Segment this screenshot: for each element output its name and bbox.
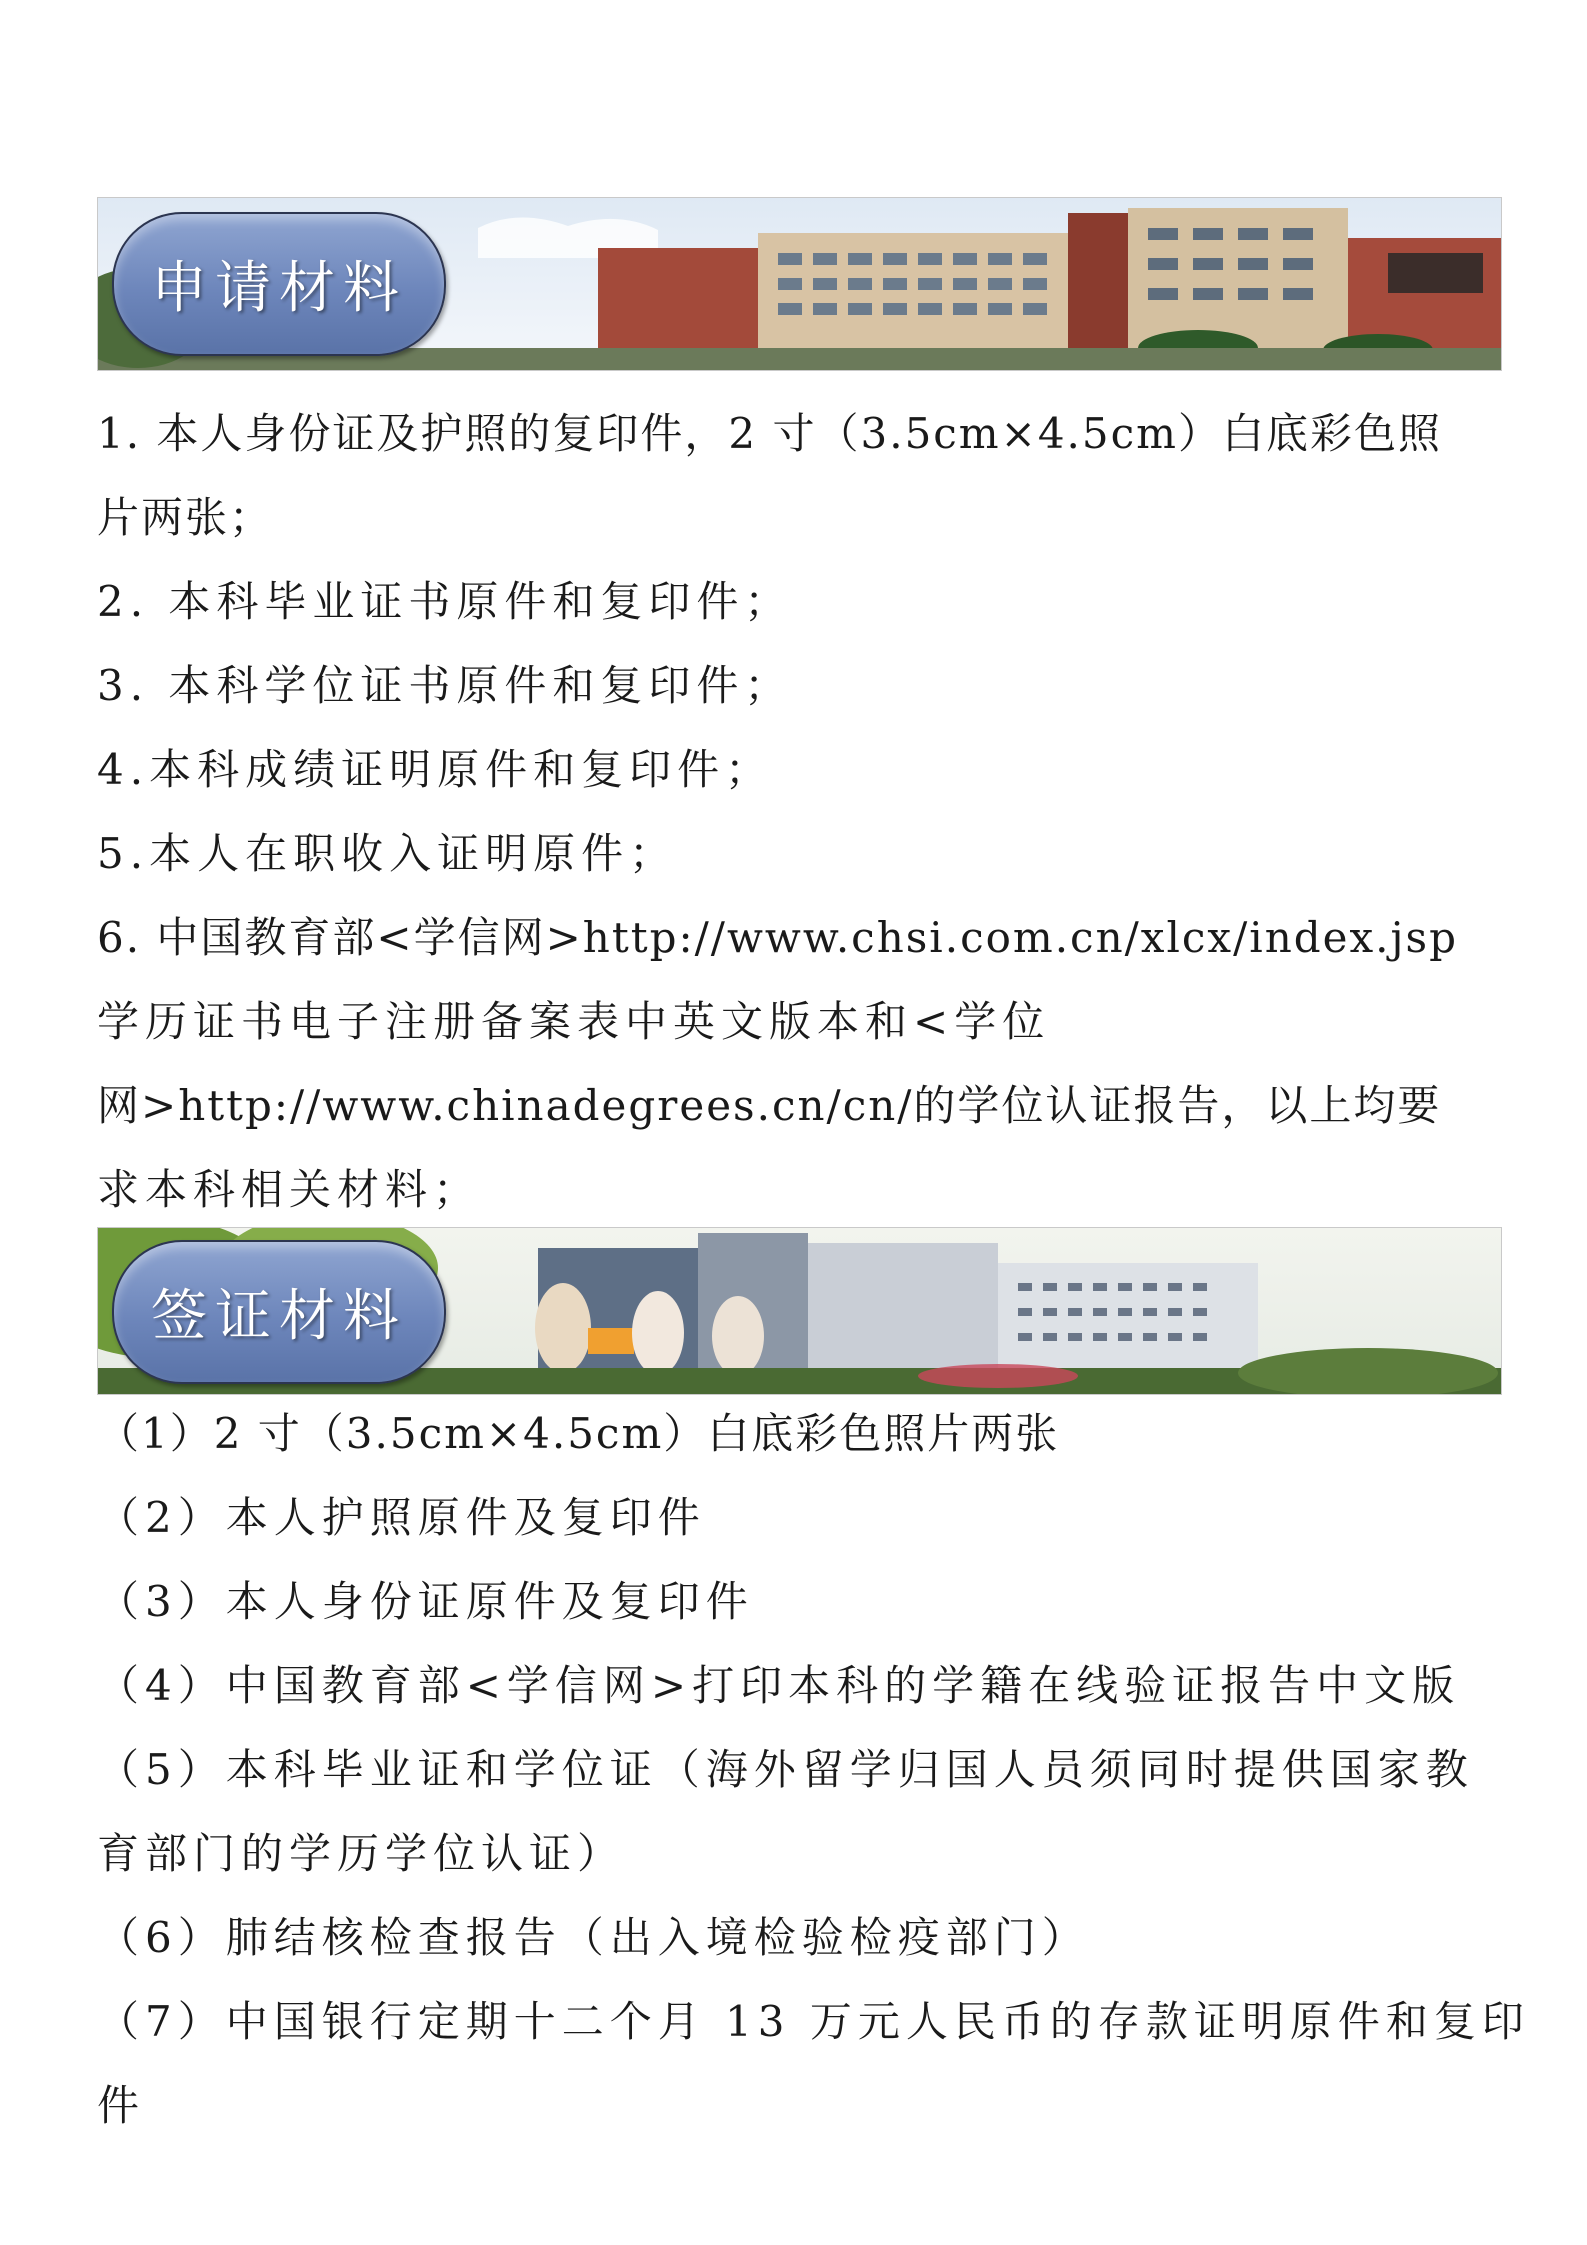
list-item: 育部门的学历学位认证） xyxy=(97,1829,626,1878)
list-item: （5）本科毕业证和学位证（海外留学归国人员须同时提供国家教 xyxy=(97,1745,1474,1794)
list-item: （3）本人身份证原件及复印件 xyxy=(97,1577,754,1626)
section-banner-application xyxy=(97,197,1502,371)
list-item: （6）肺结核检查报告（出入境检验检疫部门） xyxy=(97,1913,1090,1962)
list-item: （4）中国教育部<学信网>打印本科的学籍在线验证报告中文版 xyxy=(97,1661,1461,1710)
list-item: （2）本人护照原件及复印件 xyxy=(97,1493,706,1542)
visa-materials-list xyxy=(97,1392,1530,2148)
list-item: 4.本科成绩证明原件和复印件； xyxy=(97,745,774,794)
list-item: 6. 中国教育部<学信网>http://www.chsi.com.cn/xlcx/index.jsp xyxy=(97,913,1458,962)
list-item: （7）中国银行定期十二个月 13 万元人民币的存款证明原件和复印 xyxy=(97,1997,1530,2046)
list-item: （1）2 寸（3.5cm×4.5cm）白底彩色照片两张 xyxy=(97,1409,1060,1458)
list-item: 2. 本科毕业证书原件和复印件； xyxy=(97,577,793,626)
section-heading-pill xyxy=(112,212,446,356)
section-heading: 申请材料 xyxy=(151,256,407,321)
section-heading: 签证材料 xyxy=(151,1284,407,1349)
list-item: 学历证书电子注册备案表中英文版本和<学位 xyxy=(97,997,1051,1046)
list-item: 求本科相关材料； xyxy=(97,1165,482,1214)
list-item: 件 xyxy=(97,2081,142,2130)
list-item: 片两张； xyxy=(97,493,274,542)
section-heading-pill xyxy=(112,1240,446,1384)
list-item: 1. 本人身份证及护照的复印件，2 寸（3.5cm×4.5cm）白底彩色照 xyxy=(97,409,1442,458)
list-item: 3. 本科学位证书原件和复印件； xyxy=(97,661,793,710)
application-materials-list xyxy=(97,392,1507,1232)
section-banner-visa xyxy=(97,1227,1502,1395)
list-item: 5.本人在职收入证明原件； xyxy=(97,829,678,878)
list-item: 网>http://www.chinadegrees.cn/cn/的学位认证报告，以上均要 xyxy=(97,1081,1442,1130)
